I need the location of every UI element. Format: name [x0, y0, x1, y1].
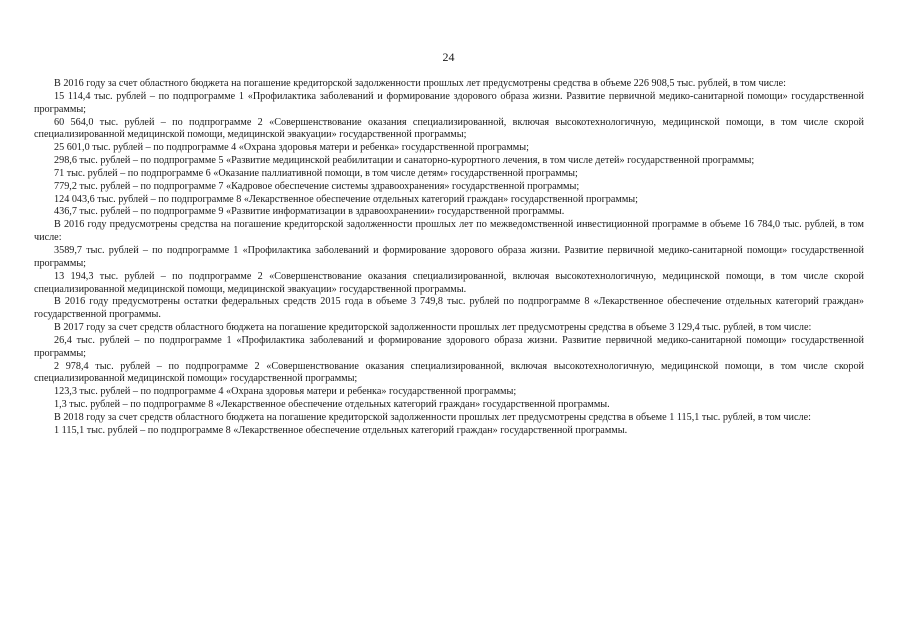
paragraph: 2 978,4 тыс. рублей – по подпрограмме 2 «Совершенствование оказания специализированной, включая высокотехнологичную, медицинской помощи, в том числе скорой специализированной медицинской помощи» государственной программы;	[34, 360, 864, 385]
document-body	[34, 78, 864, 438]
paragraph: В 2018 году за счет средств областного бюджета на погашение кредиторской задолженности прошлых лет предусмотрены средства в объеме 1 115,1 тыс. рублей, в том числе:	[54, 411, 811, 423]
paragraph: В 2016 году предусмотрены остатки федеральных средств 2015 года в объеме 3 749,8 тыс. рублей по подпрограмме 8 «Лекарственное обеспечение отдельных категорий граждан» государственной программы.	[34, 296, 864, 321]
paragraph: 71 тыс. рублей – по подпрограмме 6 «Оказание паллиативной помощи, в том числе детям» государственной программы;	[54, 167, 578, 179]
paragraph: 1,3 тыс. рублей – по подпрограмме 8 «Лекарственное обеспечение отдельных категорий граждан» государственной программы.	[54, 399, 610, 411]
paragraph: 298,6 тыс. рублей – по подпрограмме 5 «Развитие медицинской реабилитации и санаторно-курортного лечения, в том числе детей» государственной программы;	[54, 155, 755, 167]
paragraph: 13 194,3 тыс. рублей – по подпрограмме 2 «Совершенствование оказания специализированной, включая высокотехнологичную, медицинской помощи, в том числе скорой специализированной медицинской помощи, медицинской эвакуации» государственной программы.	[34, 270, 864, 295]
paragraph: 1 115,1 тыс. рублей – по подпрограмме 8 «Лекарственное обеспечение отдельных категорий граждан» государственной программы.	[54, 424, 628, 436]
paragraph: 3589,7 тыс. рублей – по подпрограмме 1 «Профилактика заболеваний и формирование здорового образа жизни. Развитие первичной медико-санитарной помощи» государственной программы;	[34, 244, 864, 269]
paragraph: 123,3 тыс. рублей – по подпрограмме 4 «Охрана здоровья матери и ребенка» государственной программы;	[54, 386, 517, 398]
paragraph: 124 043,6 тыс. рублей – по подпрограмме 8 «Лекарственное обеспечение отдельных категорий граждан» государственной программы;	[54, 193, 638, 205]
paragraph: В 2017 году за счет средств областного бюджета на погашение кредиторской задолженности прошлых лет предусмотрены средства в объеме 3 129,4 тыс. рублей, в том числе:	[54, 322, 812, 334]
paragraph: 60 564,0 тыс. рублей – по подпрограмме 2 «Совершенствование оказания специализированной, включая высокотехнологичную, медицинской помощи, в том числе скорой специализированной медицинской помощи, медицинской эвакуации» государственной программы;	[34, 116, 864, 141]
paragraph: 25 601,0 тыс. рублей – по подпрограмме 4 «Охрана здоровья матери и ребенка» государственной программы;	[54, 142, 529, 154]
paragraph: В 2016 году предусмотрены средства на погашение кредиторской задолженности прошлых лет по межведомственной инвестиционной программе в объеме 16 784,0 тыс. рублей, в том числе:	[34, 219, 864, 244]
paragraph: 26,4 тыс. рублей – по подпрограмме 1 «Профилактика заболеваний и формирование здорового образа жизни. Развитие первичной медико-санитарной помощи» государственной программы;	[34, 334, 864, 359]
paragraph: 779,2 тыс. рублей – по подпрограмме 7 «Кадровое обеспечение системы здравоохранения» государственной программы;	[54, 180, 580, 192]
page-number: 24	[442, 50, 455, 64]
paragraph: В 2016 году за счет областного бюджета на погашение кредиторской задолженности прошлых лет предусмотрены средства в объеме 226 908,5 тыс. рублей, в том числе:	[54, 78, 786, 89]
paragraph: 15 114,4 тыс. рублей – по подпрограмме 1 «Профилактика заболеваний и формирование здорового образа жизни. Развитие первичной медико-санитарной помощи» государственной программы;	[34, 90, 864, 115]
paragraph: 436,7 тыс. рублей – по подпрограмме 9 «Развитие информатизации в здравоохранении» государственной программы.	[54, 206, 565, 218]
